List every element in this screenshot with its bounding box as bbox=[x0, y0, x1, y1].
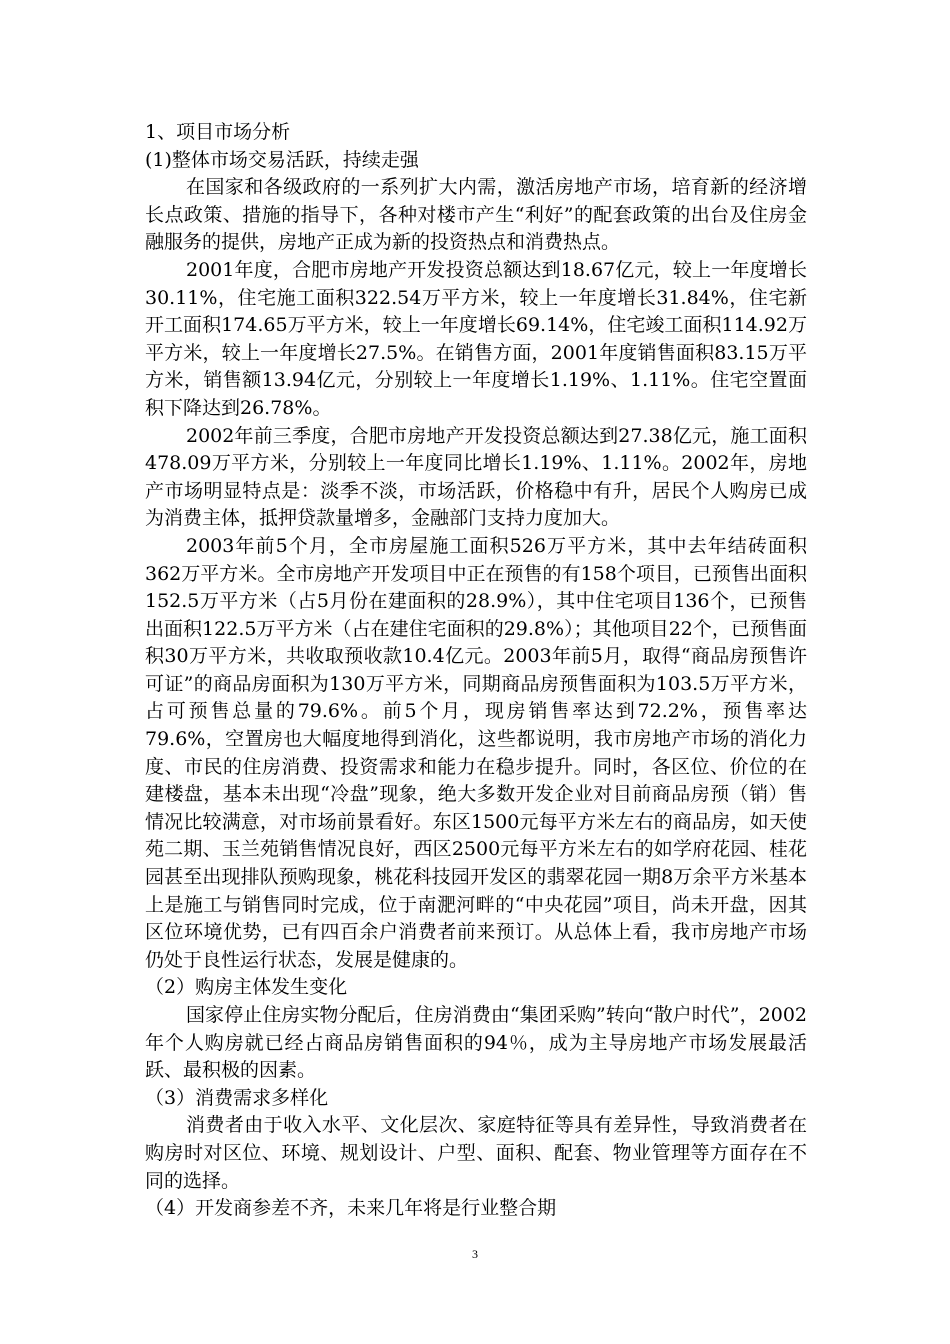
section-title: 1、项目市场分析 bbox=[145, 121, 291, 143]
subsection-heading-2: （2）购房主体发生变化 bbox=[145, 976, 348, 999]
paragraph-buyer-change: 国家停止住房实物分配后，住房消费由“集团采购”转向“散户时代”，2002年个人购房就已经占商品房销售面积的94％，成为主导房地产市场发展最活跃、最积极的因素。 bbox=[145, 1004, 807, 1082]
paragraph-2003-statistics: 2003年前5个月，全市房屋施工面积526万平方米，其中去年结砖面积362万平方米。全市房地产开发项目中正在预售的有158个项目，已预售出面积152.5万平方米（占5月份在建面积的28.9%），其中住宅项目136个，已预售出面积122.5万平方米（占在建住宅面积的29.8%）；其他项目22个，已预售面积30万平方米，共收取预收款10.4亿元。2003年前5月，取得“商品房预售许可证”的商品房面积为130万平方米，同期商品房预售面积为103.5万平方米，占可预售总量的79.6%。前5个月，现房销售率达到72.2%，预售率达79.6%，空置房也大幅度地得到消化，这些都说明，我市房地产市场的消化力度、市民的住房消费、投资需求和能力在稳步提升。同时，各区位、价位的在建楼盘，基本未出现“冷盘”现象，绝大多数开发企业对目前商品房预（销）售情况比较满意，对市场前景看好。东区1500元每平方米左右的商品房，如天使苑二期、玉兰苑销售情况良好，西区2500元每平方米左右的如学府花园、桂花园甚至出现排队预购现象，桃花科技园开发区的翡翠花园一期8万余平方米基本上是施工与销售同时完成，位于南淝河畔的“中央花园”项目，尚未开盘，因其区位环境优势，已有四百余户消费者前来预订。从总体上看，我市房地产市场仍处于良性运行状态，发展是健康的。 bbox=[145, 534, 807, 971]
subsection-heading-1: (1)整体市场交易活跃，持续走强 bbox=[145, 148, 419, 171]
paragraph-2002-statistics: 2002年前三季度，合肥市房地产开发投资总额达到27.38亿元，施工面积478.09万平方米，分别较上一年度同比增长1.19%、1.11%。2002年，房地产市场明显特点是：淡季不淡，市场活跃，价格稳中有升，居民个人购房已成为消费主体，抵押贷款量增多，金融部门支持力度加大。 bbox=[145, 424, 807, 530]
paragraph-demand-diversity: 消费者由于收入水平、文化层次、家庭特征等具有差异性，导致消费者在购房时对区位、环境、规划设计、户型、面积、配套、物业管理等方面存在不同的选择。 bbox=[145, 1114, 807, 1192]
subsection-heading-4: （4）开发商参差不齐，未来几年将是行业整合期 bbox=[145, 1197, 557, 1220]
page-number: 3 bbox=[472, 1247, 478, 1261]
paragraph-2001-statistics: 2001年度，合肥市房地产开发投资总额达到18.67亿元，较上一年度增长30.11%，住宅施工面积322.54万平方米，较上一年度增长31.84%，住宅新开工面积174.65万平方米，较上一年度增长69.14%，住宅竣工面积114.92万平方米，较上一年度增长27.5%。在销售方面，2001年度销售面积83.15万平方米，销售额13.94亿元，分别较上一年度增长1.19%、1.11%。住宅空置面积下降达到26.78%。 bbox=[145, 258, 807, 419]
paragraph-policy: 在国家和各级政府的一系列扩大内需，激活房地产市场，培育新的经济增长点政策、措施的指导下，各种对楼市产生“利好”的配套政策的出台及住房金融服务的提供，房地产正成为新的投资热点和消费热点。 bbox=[145, 176, 807, 254]
document-body bbox=[145, 119, 807, 1223]
subsection-heading-3: （3）消费需求多样化 bbox=[145, 1086, 329, 1109]
